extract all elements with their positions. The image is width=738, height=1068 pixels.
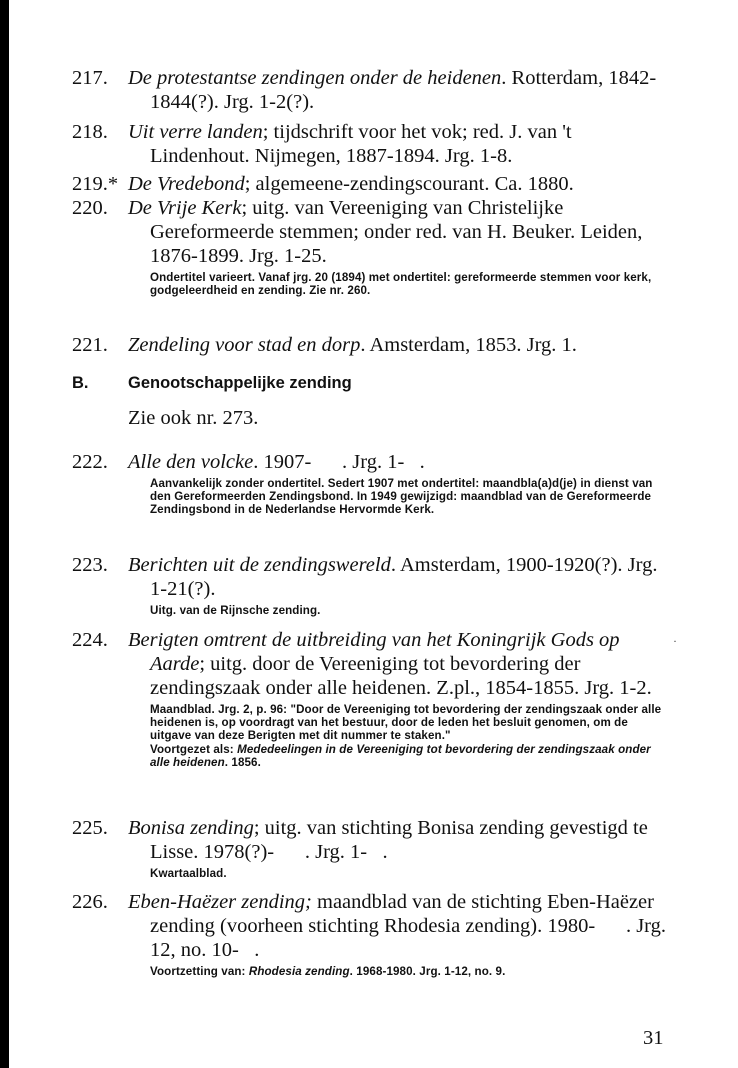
see-also: Zie ook nr. 273. — [128, 407, 259, 429]
entry-223 — [72, 553, 672, 617]
entry-title: Berichten uit de zendingswereld — [128, 554, 391, 576]
entry-note: Kwartaalblad. — [150, 867, 227, 880]
entry-note: Aanvankelijk zonder ondertitel. Sedert 1907 met ondertitel: maandbla(a)d(je) in dienst van den Gereformeerden Zendingsbond. In 1949 gewijzigd: maandblad van de Gereformeerde Zendingsbond in de Nederlandse Hervormde Kerk. — [150, 477, 653, 517]
entry-222 — [72, 450, 672, 517]
page-edge — [0, 0, 9, 1068]
entry-note-continued — [128, 743, 672, 769]
entry-220 — [72, 196, 672, 297]
note-prefix: Voortzetting van: — [150, 965, 249, 978]
entry-title: De protestantse zendingen onder de heidenen — [128, 67, 502, 89]
entry-text — [128, 172, 672, 196]
note-prefix: Voortgezet als: — [150, 742, 238, 756]
note-suffix: . 1856. — [224, 755, 261, 769]
entry-title: Berigten omtrent de uitbreiding van het Koningrijk Gods op Aarde — [128, 629, 620, 675]
entry-text — [128, 450, 672, 474]
entry-219 — [72, 172, 672, 196]
entry-rest: . Amsterdam, 1853. Jrg. 1. — [360, 334, 577, 356]
entry-rest: . Rotterdam, 1842-1844(?). Jrg. 1-2(?). — [150, 67, 657, 113]
entry-217 — [72, 66, 672, 114]
entry-number: 223. — [72, 554, 108, 576]
entry-note — [128, 965, 672, 978]
entry-text — [128, 553, 672, 601]
entry-text — [128, 628, 672, 700]
entry-number: 224. — [72, 629, 108, 651]
note-suffix: . 1968-1980. Jrg. 1-12, no. 9. — [349, 965, 506, 978]
note-title: Mededeelingen in de Vereeniging tot bevordering der zendingszaak onder alle heidenen — [150, 742, 651, 769]
entry-title: Eben-Haëzer zending; — [128, 891, 312, 913]
entry-text — [128, 333, 672, 357]
entry-text — [128, 66, 672, 114]
entry-rest: . Amsterdam, 1900-1920(?). Jrg. 1-21(?). — [150, 554, 658, 600]
entry-224 — [72, 628, 672, 769]
entry-rest: ; uitg. van stichting Bonisa zending gevestigd te Lisse. 1978(?)- . Jrg. 1- . — [150, 817, 653, 863]
entry-text — [128, 816, 672, 864]
entry-rest: maandblad van de stichting Eben-Haëzer zending (voorheen stichting Rhodesia zending). 1980- . Jrg. 12, no. 10- . — [150, 891, 672, 961]
entry-title: De Vredebond — [128, 173, 245, 195]
entry-number: 221. — [72, 334, 108, 356]
note-title: Rhodesia zending — [248, 965, 350, 978]
entry-rest: ; algemeene-zendingscourant. Ca. 1880. — [244, 173, 574, 195]
entry-text — [128, 196, 672, 268]
entry-number: 219.* — [72, 173, 119, 195]
section-letter: B. — [72, 374, 89, 392]
entry-number: 222. — [72, 451, 108, 473]
entry-number: 226. — [72, 891, 108, 913]
entry-rest: . 1907- . Jrg. 1- . — [253, 451, 425, 473]
entry-225 — [72, 816, 672, 880]
entry-rest: ; tijdschrift voor het vok; red. J. van 't Lindenhout. Nijmegen, 1887-1894. Jrg. 1-8. — [150, 121, 572, 167]
page-number: 31 — [643, 1027, 664, 1049]
stray-mark: · — [673, 634, 677, 648]
entry-title: De Vrije Kerk — [128, 197, 242, 219]
entry-number: 218. — [72, 121, 108, 143]
entry-note: Maandblad. Jrg. 2, p. 96: "Door de Vereeniging tot bevordering der zendingszaak onder alle heidenen is, op voordragt van het bestuur, door de leden het besluit genomen, om de uitgave van deze Berigten met dit nummer te staken." — [150, 703, 662, 743]
entry-title: Bonisa zending — [128, 817, 254, 839]
entry-rest: ; uitg. van Vereeniging van Christelijke Gereformeerde stemmen; onder red. van H. Beuker. Leiden, 1876-1899. Jrg. 1-25. — [150, 197, 643, 267]
entry-221 — [72, 333, 672, 357]
entry-note: Uitg. van de Rijnsche zending. — [150, 604, 321, 617]
entry-text — [128, 890, 672, 962]
entry-number: 217. — [72, 67, 108, 89]
entry-title: Alle den volcke — [128, 451, 254, 473]
entry-218 — [72, 120, 672, 168]
entry-226 — [72, 890, 672, 978]
entry-number: 225. — [72, 817, 108, 839]
entry-title: Zendeling voor stad en dorp — [128, 334, 361, 356]
entry-text — [128, 120, 672, 168]
entry-note: Ondertitel varieert. Vanaf jrg. 20 (1894) met ondertitel: gereformeerde stemmen voor kerk, godgeleerdheid en zending. Zie nr. 260. — [150, 271, 652, 298]
section-title: Genootschappelijke zending — [128, 374, 352, 392]
entry-title: Uit verre landen — [128, 121, 263, 143]
entry-number: 220. — [72, 197, 108, 219]
entry-rest: ; uitg. door de Vereeniging tot bevordering der zendingszaak onder alle heidenen. Z.pl., 1854-1855. Jrg. 1-2. — [150, 653, 652, 699]
